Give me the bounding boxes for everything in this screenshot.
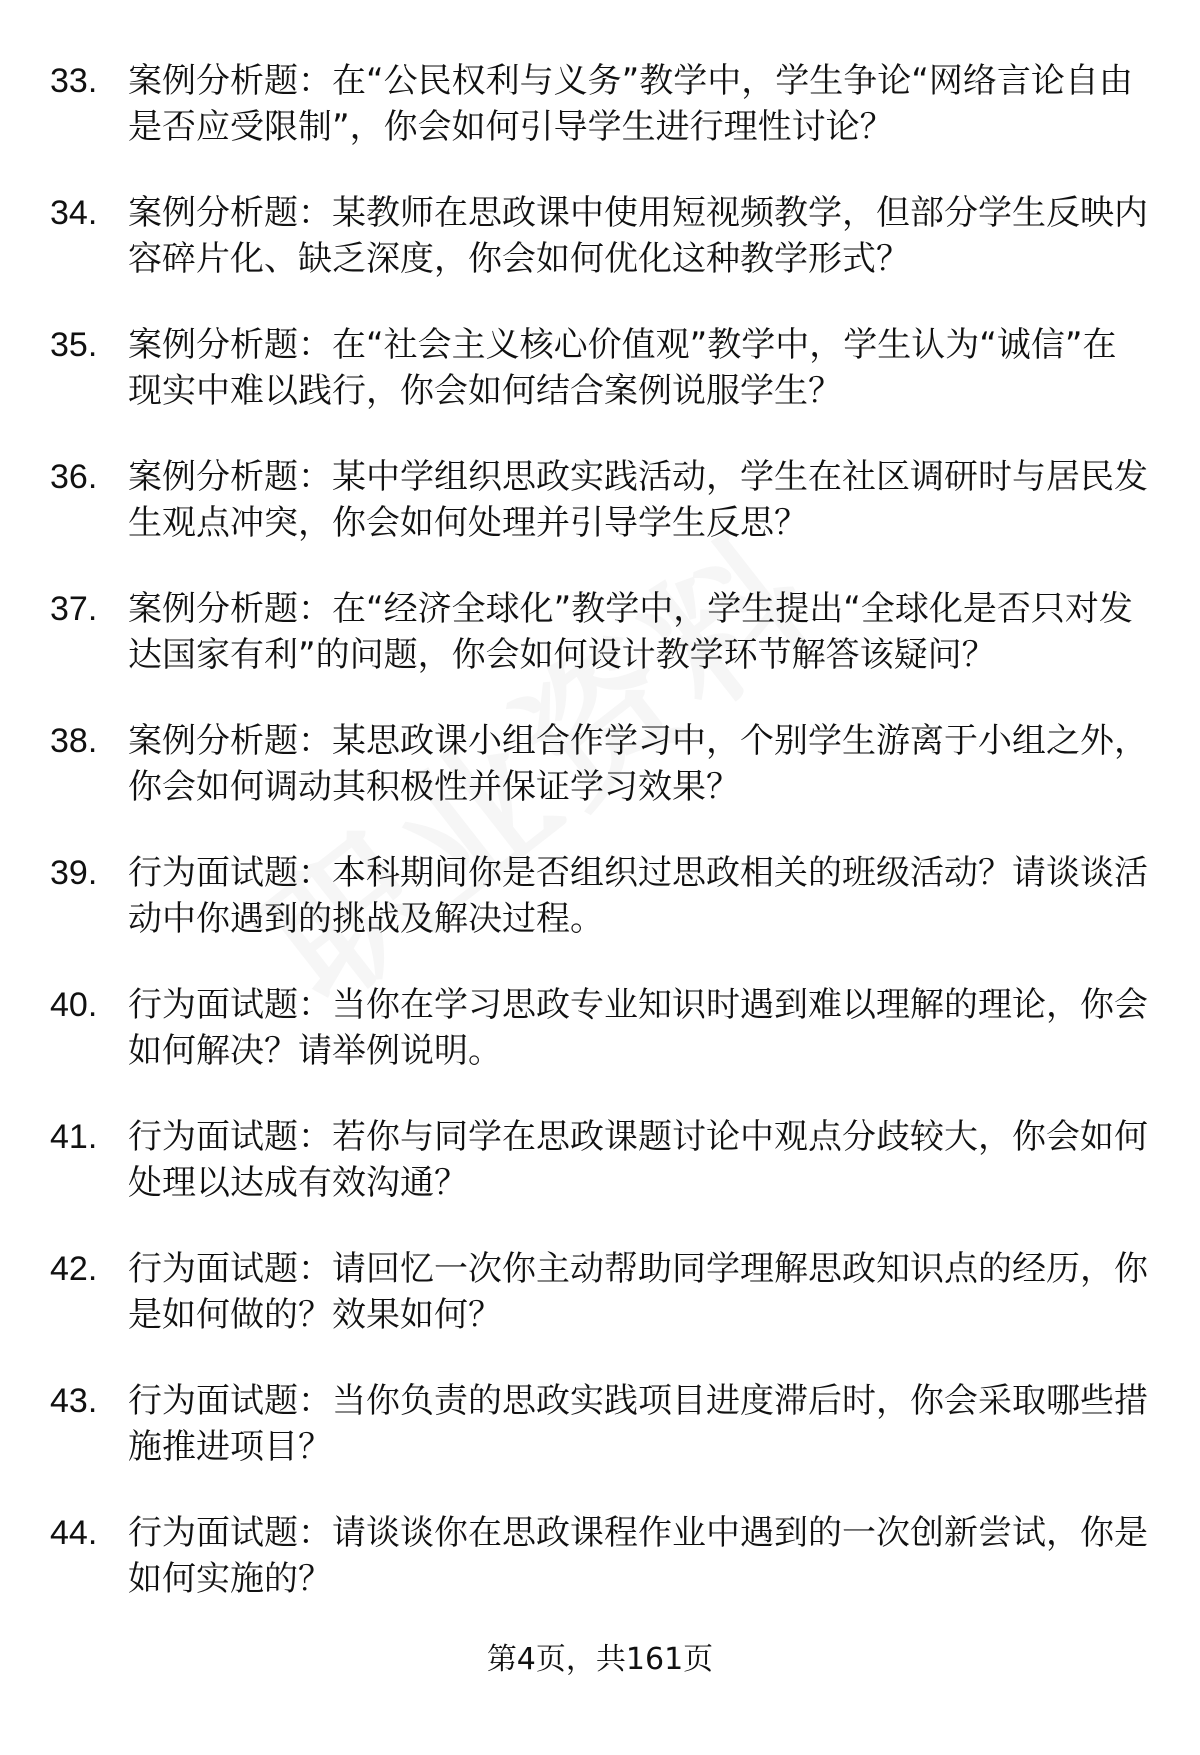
question-item: 39. 行为面试题：本科期间你是否组织过思政相关的班级活动？请谈谈活动中你遇到的挑战及解决过程。 <box>50 850 1150 942</box>
question-number: 40. <box>50 986 98 1024</box>
question-item: 41. 行为面试题：若你与同学在思政课题讨论中观点分歧较大，你会如何处理以达成有效沟通？ <box>50 1114 1150 1206</box>
question-number: 41. <box>50 1118 98 1156</box>
question-item: 40. 行为面试题：当你在学习思政专业知识时遇到难以理解的理论，你会如何解决？请举例说明。 <box>50 982 1150 1074</box>
question-text: 某中学组织思政实践活动，学生在社区调研时与居民发生观点冲突，你会如何处理并引导学生反思？ <box>128 457 1148 543</box>
question-number: 38. <box>50 722 98 760</box>
question-type: 案例分析题 <box>128 193 298 233</box>
question-item: 44. 行为面试题：请谈谈你在思政课程作业中遇到的一次创新尝试，你是如何实施的？ <box>50 1510 1150 1602</box>
question-number: 43. <box>50 1382 98 1420</box>
question-number: 37. <box>50 590 98 628</box>
question-text: 某教师在思政课中使用短视频教学，但部分学生反映内容碎片化、缺乏深度，你会如何优化这种教学形式？ <box>128 193 1148 279</box>
question-text: 当你在学习思政专业知识时遇到难以理解的理论，你会如何解决？请举例说明。 <box>128 985 1148 1071</box>
question-type: 行为面试题 <box>128 1117 298 1157</box>
question-item: 42. 行为面试题：请回忆一次你主动帮助同学理解思政知识点的经历，你是如何做的？效果如何？ <box>50 1246 1150 1338</box>
question-item: 43. 行为面试题：当你负责的思政实践项目进度滞后时，你会采取哪些措施推进项目？ <box>50 1378 1150 1470</box>
question-number: 34. <box>50 194 98 232</box>
question-type: 案例分析题 <box>128 457 298 497</box>
question-number: 39. <box>50 854 98 892</box>
question-number: 42. <box>50 1250 98 1288</box>
question-item: 38. 案例分析题：某思政课小组合作学习中，个别学生游离于小组之外，你会如何调动其积极性并保证学习效果？ <box>50 718 1150 810</box>
question-text: 在“公民权利与义务”教学中，学生争论“网络言论自由是否应受限制”，你会如何引导学生进行理性讨论？ <box>128 61 1133 147</box>
question-item: 37. 案例分析题：在“经济全球化”教学中，学生提出“全球化是否只对发达国家有利”的问题，你会如何设计教学环节解答该疑问？ <box>50 586 1150 678</box>
question-type: 行为面试题 <box>128 1381 298 1421</box>
question-text: 本科期间你是否组织过思政相关的班级活动？请谈谈活动中你遇到的挑战及解决过程。 <box>128 853 1148 939</box>
question-text: 请回忆一次你主动帮助同学理解思政知识点的经历，你是如何做的？效果如何？ <box>128 1249 1148 1335</box>
question-type: 案例分析题 <box>128 61 298 101</box>
question-item: 34. 案例分析题：某教师在思政课中使用短视频教学，但部分学生反映内容碎片化、缺乏深度，你会如何优化这种教学形式？ <box>50 190 1150 282</box>
question-text: 某思政课小组合作学习中，个别学生游离于小组之外，你会如何调动其积极性并保证学习效果？ <box>128 721 1148 807</box>
question-type: 案例分析题 <box>128 325 298 365</box>
question-text: 若你与同学在思政课题讨论中观点分歧较大，你会如何处理以达成有效沟通？ <box>128 1117 1148 1203</box>
question-item: 36. 案例分析题：某中学组织思政实践活动，学生在社区调研时与居民发生观点冲突，你会如何处理并引导学生反思？ <box>50 454 1150 546</box>
question-number: 35. <box>50 326 98 364</box>
question-number: 36. <box>50 458 98 496</box>
question-list <box>50 58 1150 1642</box>
question-item: 33. 案例分析题：在“公民权利与义务”教学中，学生争论“网络言论自由是否应受限制”，你会如何引导学生进行理性讨论？ <box>50 58 1150 150</box>
page-footer <box>0 1640 1200 1680</box>
question-type: 案例分析题 <box>128 589 298 629</box>
question-text: 请谈谈你在思政课程作业中遇到的一次创新尝试，你是如何实施的？ <box>128 1513 1148 1599</box>
question-type: 行为面试题 <box>128 985 298 1025</box>
question-type: 案例分析题 <box>128 721 298 761</box>
question-text: 在“社会主义核心价值观”教学中，学生认为“诚信”在现实中难以践行，你会如何结合案例说服学生？ <box>128 325 1117 411</box>
question-type: 行为面试题 <box>128 1249 298 1289</box>
question-number: 33. <box>50 62 98 100</box>
question-number: 44. <box>50 1514 98 1552</box>
question-text: 在“经济全球化”教学中，学生提出“全球化是否只对发达国家有利”的问题，你会如何设计教学环节解答该疑问？ <box>128 589 1133 675</box>
question-item: 35. 案例分析题：在“社会主义核心价值观”教学中，学生认为“诚信”在现实中难以践行，你会如何结合案例说服学生？ <box>50 322 1150 414</box>
page-number-label: 第4页，共161页 <box>486 1642 714 1677</box>
question-type: 行为面试题 <box>128 853 298 893</box>
question-type: 行为面试题 <box>128 1513 298 1553</box>
question-text: 当你负责的思政实践项目进度滞后时，你会采取哪些措施推进项目？ <box>128 1381 1148 1467</box>
